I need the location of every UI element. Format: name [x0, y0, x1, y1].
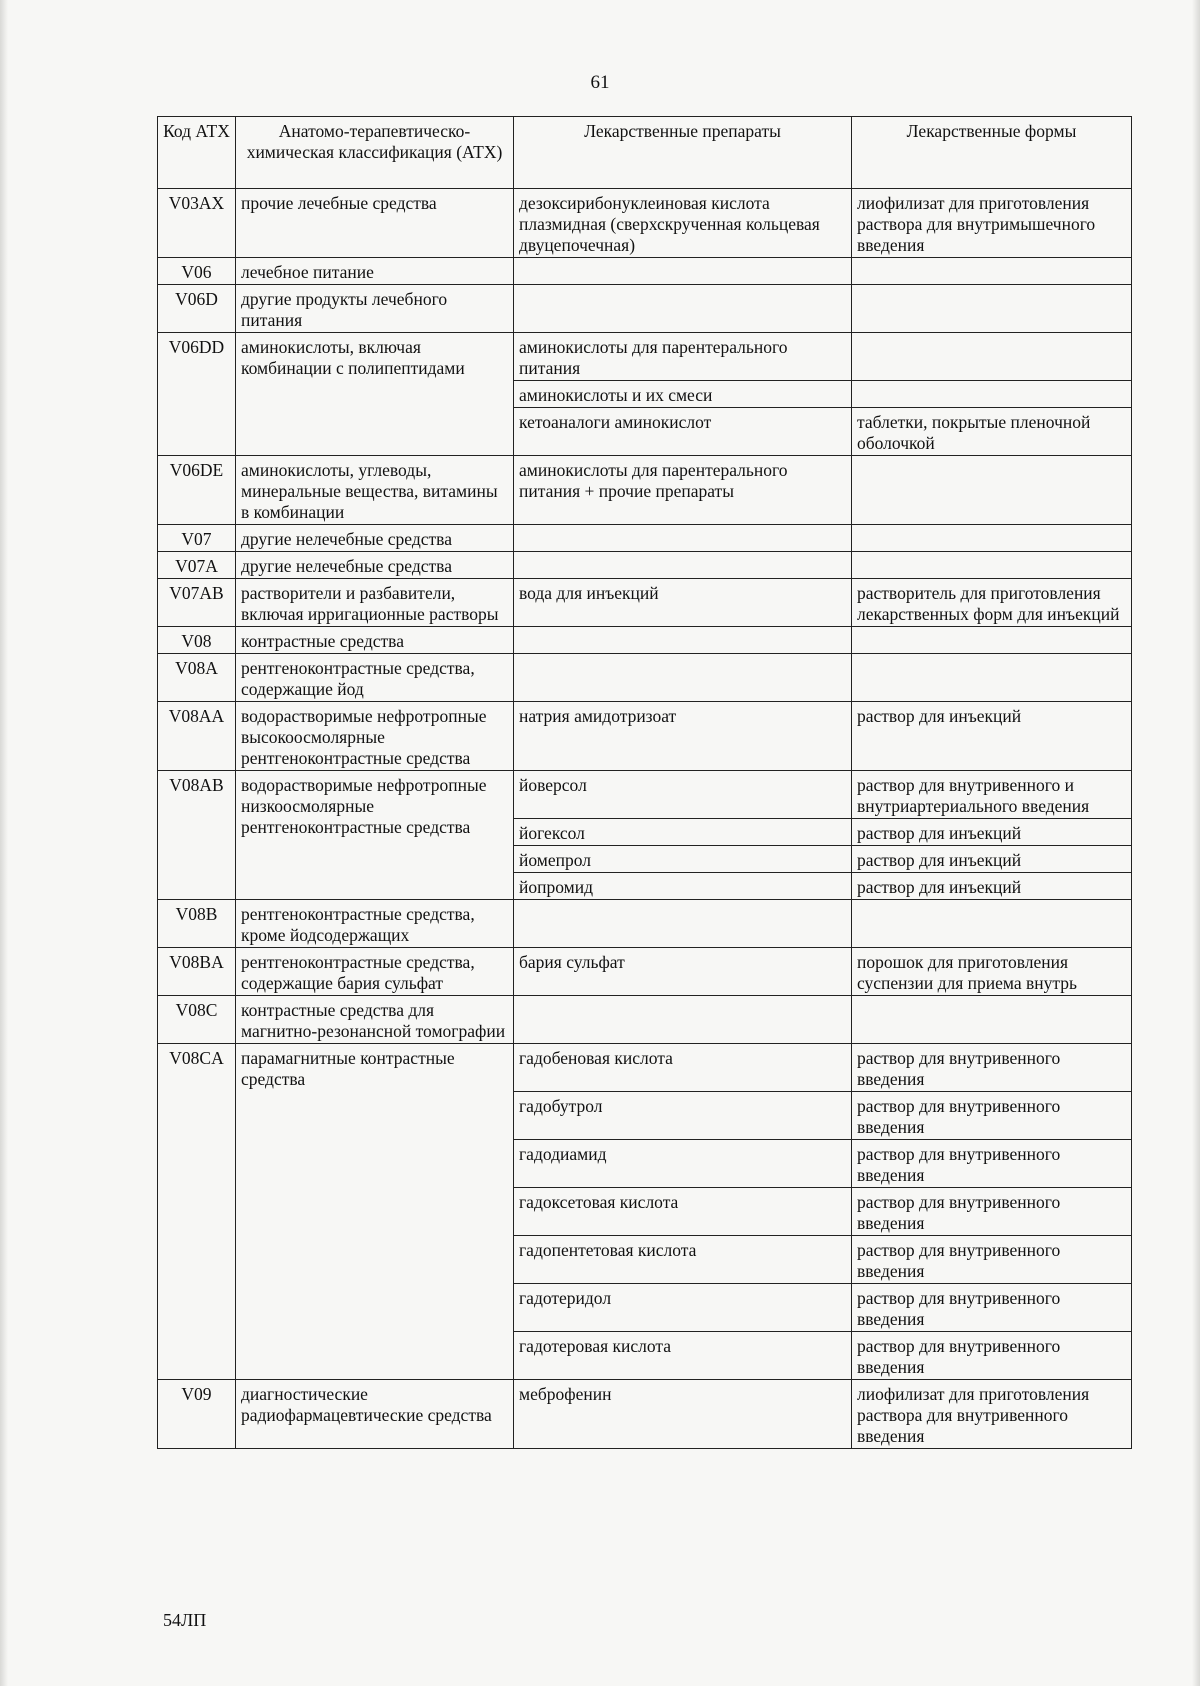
- table-row: [158, 579, 1132, 627]
- dosage-form-cell: раствор для внутривенного введения: [852, 1092, 1132, 1140]
- scan-edge-right: [1192, 0, 1200, 1686]
- atc-code-cell: V07: [158, 525, 236, 552]
- drug-cell: [514, 525, 852, 552]
- drug-cell: гадодиамид: [514, 1140, 852, 1188]
- table-row: [158, 189, 1132, 258]
- dosage-form-cell: таблетки, покрытые пленочной оболочкой: [852, 408, 1132, 456]
- dosage-form-cell: [852, 525, 1132, 552]
- drug-cell: [514, 552, 852, 579]
- table-row: [158, 948, 1132, 996]
- table-row: [158, 333, 1132, 381]
- drug-cell: [514, 654, 852, 702]
- drug-cell: вода для инъекций: [514, 579, 852, 627]
- table-row: [158, 996, 1132, 1044]
- table-row: [158, 258, 1132, 285]
- dosage-form-cell: [852, 996, 1132, 1044]
- atc-classification-cell: прочие лечебные средства: [236, 189, 514, 258]
- dosage-form-cell: порошок для приготовления суспензии для приема внутрь: [852, 948, 1132, 996]
- atc-code-cell: V08AB: [158, 771, 236, 900]
- table-row: [158, 552, 1132, 579]
- dosage-form-cell: [852, 381, 1132, 408]
- atc-code-cell: V08A: [158, 654, 236, 702]
- atc-code-cell: V08C: [158, 996, 236, 1044]
- dosage-form-cell: раствор для инъекций: [852, 819, 1132, 846]
- dosage-form-cell: растворитель для приготовления лекарственных форм для инъекций: [852, 579, 1132, 627]
- page-number: 61: [590, 72, 610, 93]
- header-drugs: Лекарственные препараты: [514, 117, 852, 189]
- drug-cell: аминокислоты для парентерального питания: [514, 333, 852, 381]
- atc-code-cell: V06DE: [158, 456, 236, 525]
- drug-cell: йопромид: [514, 873, 852, 900]
- drug-cell: аминокислоты для парентерального питания + прочие препараты: [514, 456, 852, 525]
- dosage-form-cell: раствор для внутривенного введения: [852, 1140, 1132, 1188]
- atc-classification-cell: другие нелечебные средства: [236, 525, 514, 552]
- header-code: Код АТХ: [158, 117, 236, 189]
- table-row: [158, 525, 1132, 552]
- header-classification: Анатомо-терапевтическо-химическая классификация (АТХ): [236, 117, 514, 189]
- footer-code: 54ЛП: [163, 1610, 207, 1630]
- drug-cell: гадоксетовая кислота: [514, 1188, 852, 1236]
- atc-code-cell: V09: [158, 1380, 236, 1449]
- header-row: [158, 117, 1132, 189]
- drug-cell: гадотеровая кислота: [514, 1332, 852, 1380]
- atc-classification-cell: другие нелечебные средства: [236, 552, 514, 579]
- atc-code-cell: V06D: [158, 285, 236, 333]
- dosage-form-cell: [852, 258, 1132, 285]
- header-forms: Лекарственные формы: [852, 117, 1132, 189]
- table-row: [158, 285, 1132, 333]
- atc-classification-cell: диагностические радиофармацевтические средства: [236, 1380, 514, 1449]
- atc-code-cell: V06: [158, 258, 236, 285]
- atc-classification-cell: лечебное питание: [236, 258, 514, 285]
- dosage-form-cell: раствор для внутривенного и внутриартериального введения: [852, 771, 1132, 819]
- dosage-form-cell: [852, 456, 1132, 525]
- table-row: [158, 900, 1132, 948]
- table-row: [158, 771, 1132, 819]
- atc-classification-cell: парамагнитные контрастные средства: [236, 1044, 514, 1380]
- atc-code-cell: V08AA: [158, 702, 236, 771]
- dosage-form-cell: [852, 552, 1132, 579]
- drug-cell: йоверсол: [514, 771, 852, 819]
- dosage-form-cell: раствор для внутривенного введения: [852, 1188, 1132, 1236]
- drug-cell: аминокислоты и их смеси: [514, 381, 852, 408]
- dosage-form-cell: [852, 333, 1132, 381]
- atc-classification-cell: водорастворимые нефротропные высокоосмолярные рентгеноконтрастные средства: [236, 702, 514, 771]
- atc-code-cell: V08B: [158, 900, 236, 948]
- atc-code-cell: V07A: [158, 552, 236, 579]
- drug-cell: йогексол: [514, 819, 852, 846]
- atc-code-cell: V06DD: [158, 333, 236, 456]
- dosage-form-cell: раствор для инъекций: [852, 702, 1132, 771]
- atc-classification-cell: растворители и разбавители, включая ирригационные растворы: [236, 579, 514, 627]
- atc-classification-cell: рентгеноконтрастные средства, содержащие бария сульфат: [236, 948, 514, 996]
- atc-classification-cell: аминокислоты, углеводы, минеральные вещества, витамины в комбинации: [236, 456, 514, 525]
- dosage-form-cell: [852, 285, 1132, 333]
- dosage-form-cell: лиофилизат для приготовления раствора для внутривенного введения: [852, 1380, 1132, 1449]
- table-row: [158, 702, 1132, 771]
- table-row: [158, 654, 1132, 702]
- drug-cell: гадотеридол: [514, 1284, 852, 1332]
- drug-cell: бария сульфат: [514, 948, 852, 996]
- table-row: [158, 456, 1132, 525]
- drug-cell: гадобеновая кислота: [514, 1044, 852, 1092]
- atc-classification-cell: контрастные средства: [236, 627, 514, 654]
- dosage-form-cell: раствор для внутривенного введения: [852, 1044, 1132, 1092]
- drug-cell: дезоксирибонуклеиновая кислота плазмидная (сверхскрученная кольцевая двуцепочечная): [514, 189, 852, 258]
- table-body: [158, 189, 1132, 1449]
- drug-cell: йомепрол: [514, 846, 852, 873]
- drug-cell: [514, 285, 852, 333]
- atc-classification-cell: водорастворимые нефротропные низкоосмолярные рентгеноконтрастные средства: [236, 771, 514, 900]
- dosage-form-cell: раствор для инъекций: [852, 873, 1132, 900]
- drug-cell: натрия амидотризоат: [514, 702, 852, 771]
- table-row: [158, 1044, 1132, 1092]
- drug-cell: гадобутрол: [514, 1092, 852, 1140]
- scan-edge-left: [0, 0, 8, 1686]
- drug-cell: [514, 900, 852, 948]
- atc-classification-cell: рентгеноконтрастные средства, содержащие йод: [236, 654, 514, 702]
- dosage-form-cell: лиофилизат для приготовления раствора для внутримышечного введения: [852, 189, 1132, 258]
- dosage-form-cell: [852, 900, 1132, 948]
- dosage-form-cell: раствор для внутривенного введения: [852, 1332, 1132, 1380]
- dosage-form-cell: [852, 654, 1132, 702]
- atc-classification-cell: другие продукты лечебного питания: [236, 285, 514, 333]
- atc-table: [157, 116, 1132, 1449]
- drug-cell: кетоаналоги аминокислот: [514, 408, 852, 456]
- atc-code-cell: V08BA: [158, 948, 236, 996]
- atc-code-cell: V08: [158, 627, 236, 654]
- atc-classification-cell: аминокислоты, включая комбинации с полипептидами: [236, 333, 514, 456]
- atc-classification-cell: рентгеноконтрастные средства, кроме йодсодержащих: [236, 900, 514, 948]
- table-row: [158, 1380, 1132, 1449]
- dosage-form-cell: раствор для инъекций: [852, 846, 1132, 873]
- drug-cell: гадопентетовая кислота: [514, 1236, 852, 1284]
- drug-cell: [514, 258, 852, 285]
- atc-code-cell: V07AB: [158, 579, 236, 627]
- table-header: [158, 117, 1132, 189]
- atc-code-cell: V08CA: [158, 1044, 236, 1380]
- drug-cell: [514, 627, 852, 654]
- drug-cell: меброфенин: [514, 1380, 852, 1449]
- table-row: [158, 627, 1132, 654]
- dosage-form-cell: [852, 627, 1132, 654]
- atc-code-cell: V03AX: [158, 189, 236, 258]
- drug-cell: [514, 996, 852, 1044]
- atc-classification-cell: контрастные средства для магнитно-резонансной томографии: [236, 996, 514, 1044]
- dosage-form-cell: раствор для внутривенного введения: [852, 1284, 1132, 1332]
- dosage-form-cell: раствор для внутривенного введения: [852, 1236, 1132, 1284]
